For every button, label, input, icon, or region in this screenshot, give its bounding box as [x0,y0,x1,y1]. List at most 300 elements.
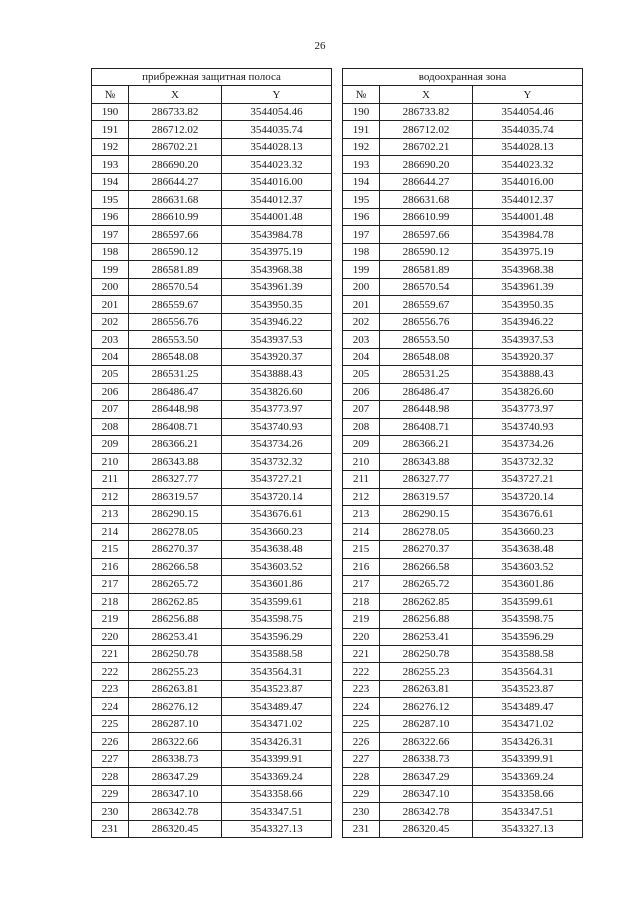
table-row [92,243,332,260]
y-coordinate-cell: 3543399.91 [222,750,332,767]
x-coordinate-cell: 286597.66 [380,226,473,243]
point-number-cell: 198 [92,243,129,260]
y-coordinate-cell: 3544001.48 [222,208,332,225]
y-coordinate-cell: 3543523.87 [222,680,332,697]
table-row [92,226,332,243]
x-coordinate-cell: 286559.67 [129,296,222,313]
y-coordinate-cell: 3543727.21 [222,471,332,488]
table-row [343,173,583,190]
y-coordinate-cell: 3543603.52 [222,558,332,575]
y-coordinate-cell: 3543327.13 [473,820,583,837]
x-coordinate-cell: 286338.73 [380,750,473,767]
x-coordinate-cell: 286255.23 [129,663,222,680]
y-coordinate-cell: 3543773.97 [222,401,332,418]
table-row [92,558,332,575]
table-row [343,593,583,610]
point-number-cell: 195 [92,191,129,208]
table-row [343,401,583,418]
table-row [92,820,332,837]
table-row [92,628,332,645]
y-coordinate-cell: 3544054.46 [222,103,332,120]
point-number-cell: 198 [343,243,380,260]
y-coordinate-cell: 3543660.23 [222,523,332,540]
table-row [343,436,583,453]
point-number-cell: 225 [343,715,380,732]
point-number-cell: 227 [343,750,380,767]
point-number-cell: 226 [92,733,129,750]
point-number-cell: 210 [343,453,380,470]
y-coordinate-cell: 3543984.78 [473,226,583,243]
y-coordinate-cell: 3543598.75 [473,611,583,628]
x-coordinate-cell: 286690.20 [380,156,473,173]
point-number-cell: 225 [92,715,129,732]
table-row [343,663,583,680]
x-coordinate-cell: 286448.98 [380,401,473,418]
point-number-cell: 206 [343,383,380,400]
x-coordinate-cell: 286278.05 [380,523,473,540]
y-coordinate-cell: 3543347.51 [473,803,583,820]
x-coordinate-cell: 286265.72 [380,576,473,593]
point-number-cell: 218 [343,593,380,610]
table-row [343,313,583,330]
table-row [343,296,583,313]
x-coordinate-cell: 286644.27 [129,173,222,190]
x-coordinate-cell: 286733.82 [129,103,222,120]
y-coordinate-cell: 3543937.53 [473,331,583,348]
point-number-cell: 201 [343,296,380,313]
x-coordinate-cell: 286253.41 [129,628,222,645]
table-row [343,348,583,365]
x-coordinate-cell: 286347.10 [129,785,222,802]
point-number-cell: 206 [92,383,129,400]
table-row [92,191,332,208]
table-row [343,261,583,278]
point-number-cell: 194 [343,173,380,190]
table-row [92,173,332,190]
table-row [92,715,332,732]
table-row [343,121,583,138]
y-coordinate-cell: 3544023.32 [222,156,332,173]
table-row [343,576,583,593]
y-coordinate-cell: 3543588.58 [222,645,332,662]
table-row [343,750,583,767]
y-coordinate-cell: 3543888.43 [222,366,332,383]
x-coordinate-cell: 286250.78 [129,645,222,662]
x-coordinate-cell: 286631.68 [380,191,473,208]
point-number-cell: 220 [92,628,129,645]
y-coordinate-cell: 3543826.60 [473,383,583,400]
y-coordinate-cell: 3543598.75 [222,611,332,628]
y-coordinate-cell: 3543734.26 [222,436,332,453]
point-number-cell: 227 [92,750,129,767]
x-coordinate-cell: 286327.77 [380,471,473,488]
y-coordinate-cell: 3543599.61 [222,593,332,610]
table-row [343,628,583,645]
x-coordinate-cell: 286319.57 [129,488,222,505]
table-row [92,488,332,505]
point-number-cell: 217 [343,576,380,593]
point-number-cell: 229 [92,785,129,802]
x-coordinate-cell: 286548.08 [129,348,222,365]
table-row [343,243,583,260]
table-row [92,593,332,610]
y-coordinate-cell: 3543596.29 [473,628,583,645]
y-coordinate-cell: 3544035.74 [473,121,583,138]
table-row [343,820,583,837]
y-coordinate-cell: 3544023.32 [473,156,583,173]
table-row [343,138,583,155]
x-coordinate-cell: 286644.27 [380,173,473,190]
x-coordinate-cell: 286553.50 [380,331,473,348]
table-row [343,680,583,697]
y-coordinate-cell: 3543358.66 [222,785,332,802]
point-number-cell: 192 [92,138,129,155]
table-row [343,156,583,173]
point-number-cell: 231 [92,820,129,837]
y-coordinate-cell: 3544035.74 [222,121,332,138]
y-coordinate-cell: 3544016.00 [473,173,583,190]
x-coordinate-cell: 286408.71 [380,418,473,435]
x-coordinate-cell: 286327.77 [129,471,222,488]
point-number-cell: 199 [343,261,380,278]
y-coordinate-cell: 3543564.31 [473,663,583,680]
table-row [343,541,583,558]
x-coordinate-cell: 286290.15 [129,506,222,523]
x-coordinate-cell: 286531.25 [380,366,473,383]
y-coordinate-cell: 3543369.24 [222,768,332,785]
x-coordinate-cell: 286322.66 [380,733,473,750]
y-coordinate-cell: 3543950.35 [473,296,583,313]
x-coordinate-cell: 286338.73 [129,750,222,767]
x-coordinate-cell: 286276.12 [380,698,473,715]
table-row [92,436,332,453]
point-number-cell: 193 [343,156,380,173]
table-row [343,208,583,225]
x-coordinate-cell: 286287.10 [380,715,473,732]
table-row [343,488,583,505]
y-coordinate-cell: 3543984.78 [222,226,332,243]
x-coordinate-cell: 286702.21 [129,138,222,155]
x-coordinate-cell: 286366.21 [129,436,222,453]
x-coordinate-cell: 286570.54 [380,278,473,295]
table-row [92,733,332,750]
y-coordinate-cell: 3543975.19 [222,243,332,260]
column-header-y: Y [473,86,583,103]
y-coordinate-cell: 3543920.37 [473,348,583,365]
y-coordinate-cell: 3543471.02 [473,715,583,732]
point-number-cell: 224 [92,698,129,715]
y-coordinate-cell: 3543727.21 [473,471,583,488]
point-number-cell: 228 [343,768,380,785]
table-row [92,261,332,278]
table-row [343,645,583,662]
table-row [92,453,332,470]
point-number-cell: 220 [343,628,380,645]
x-coordinate-cell: 286347.10 [380,785,473,802]
y-coordinate-cell: 3543676.61 [222,506,332,523]
point-number-cell: 212 [92,488,129,505]
point-number-cell: 224 [343,698,380,715]
point-number-cell: 203 [343,331,380,348]
x-coordinate-cell: 286590.12 [380,243,473,260]
point-number-cell: 191 [92,121,129,138]
point-number-cell: 207 [92,401,129,418]
x-coordinate-cell: 286712.02 [380,121,473,138]
table-row [92,383,332,400]
x-coordinate-cell: 286253.41 [380,628,473,645]
table-row [343,715,583,732]
y-coordinate-cell: 3543968.38 [222,261,332,278]
x-coordinate-cell: 286486.47 [380,383,473,400]
x-coordinate-cell: 286266.58 [380,558,473,575]
column-header-x: X [129,86,222,103]
y-coordinate-cell: 3543720.14 [473,488,583,505]
x-coordinate-cell: 286531.25 [129,366,222,383]
x-coordinate-cell: 286255.23 [380,663,473,680]
y-coordinate-cell: 3543946.22 [222,313,332,330]
y-coordinate-cell: 3544001.48 [473,208,583,225]
x-coordinate-cell: 286556.76 [129,313,222,330]
y-coordinate-cell: 3543826.60 [222,383,332,400]
y-coordinate-cell: 3543603.52 [473,558,583,575]
y-coordinate-cell: 3543471.02 [222,715,332,732]
point-number-cell: 221 [92,645,129,662]
point-number-cell: 209 [343,436,380,453]
table-title: прибрежная защитная полоса [92,69,332,86]
point-number-cell: 205 [343,366,380,383]
y-coordinate-cell: 3543358.66 [473,785,583,802]
y-coordinate-cell: 3543660.23 [473,523,583,540]
point-number-cell: 214 [92,523,129,540]
table-row [343,278,583,295]
table-row [343,331,583,348]
x-coordinate-cell: 286256.88 [129,611,222,628]
y-coordinate-cell: 3543961.39 [473,278,583,295]
x-coordinate-cell: 286690.20 [129,156,222,173]
x-coordinate-cell: 286278.05 [129,523,222,540]
table-row [92,680,332,697]
x-coordinate-cell: 286290.15 [380,506,473,523]
y-coordinate-cell: 3544028.13 [222,138,332,155]
y-coordinate-cell: 3543740.93 [473,418,583,435]
y-coordinate-cell: 3544012.37 [473,191,583,208]
x-coordinate-cell: 286270.37 [380,541,473,558]
y-coordinate-cell: 3543588.58 [473,645,583,662]
table-row [92,576,332,593]
point-number-cell: 192 [343,138,380,155]
table-row [343,453,583,470]
point-number-cell: 196 [343,208,380,225]
point-number-cell: 190 [343,103,380,120]
point-number-cell: 219 [92,611,129,628]
y-coordinate-cell: 3543734.26 [473,436,583,453]
point-number-cell: 211 [343,471,380,488]
point-number-cell: 222 [92,663,129,680]
table-row [343,558,583,575]
column-header-y: Y [222,86,332,103]
table-row [343,103,583,120]
x-coordinate-cell: 286347.29 [380,768,473,785]
column-header-number: № [343,86,380,103]
x-coordinate-cell: 286250.78 [380,645,473,662]
x-coordinate-cell: 286610.99 [129,208,222,225]
column-header-number: № [92,86,129,103]
point-number-cell: 190 [92,103,129,120]
table-row [92,471,332,488]
table-row [92,785,332,802]
y-coordinate-cell: 3544054.46 [473,103,583,120]
x-coordinate-cell: 286733.82 [380,103,473,120]
point-number-cell: 223 [343,680,380,697]
point-number-cell: 193 [92,156,129,173]
x-coordinate-cell: 286366.21 [380,436,473,453]
point-number-cell: 219 [343,611,380,628]
table-row [343,785,583,802]
y-coordinate-cell: 3543596.29 [222,628,332,645]
point-number-cell: 229 [343,785,380,802]
point-number-cell: 200 [92,278,129,295]
point-number-cell: 202 [92,313,129,330]
table-row [343,366,583,383]
point-number-cell: 211 [92,471,129,488]
y-coordinate-cell: 3543720.14 [222,488,332,505]
y-coordinate-cell: 3543601.86 [473,576,583,593]
x-coordinate-cell: 286343.88 [380,453,473,470]
table-title: водоохранная зона [343,69,583,86]
point-number-cell: 196 [92,208,129,225]
point-number-cell: 214 [343,523,380,540]
x-coordinate-cell: 286408.71 [129,418,222,435]
y-coordinate-cell: 3543369.24 [473,768,583,785]
y-coordinate-cell: 3543968.38 [473,261,583,278]
point-number-cell: 221 [343,645,380,662]
point-number-cell: 195 [343,191,380,208]
x-coordinate-cell: 286276.12 [129,698,222,715]
x-coordinate-cell: 286263.81 [129,680,222,697]
x-coordinate-cell: 286322.66 [129,733,222,750]
y-coordinate-cell: 3543937.53 [222,331,332,348]
y-coordinate-cell: 3543426.31 [473,733,583,750]
table-row [92,331,332,348]
table-row [343,768,583,785]
x-coordinate-cell: 286631.68 [129,191,222,208]
x-coordinate-cell: 286548.08 [380,348,473,365]
table-row [92,278,332,295]
point-number-cell: 223 [92,680,129,697]
x-coordinate-cell: 286266.58 [129,558,222,575]
point-number-cell: 197 [92,226,129,243]
table-row [92,768,332,785]
x-coordinate-cell: 286343.88 [129,453,222,470]
y-coordinate-cell: 3543920.37 [222,348,332,365]
x-coordinate-cell: 286262.85 [129,593,222,610]
table-row [92,401,332,418]
table-row [92,138,332,155]
point-number-cell: 228 [92,768,129,785]
x-coordinate-cell: 286556.76 [380,313,473,330]
table-row [92,750,332,767]
y-coordinate-cell: 3543599.61 [473,593,583,610]
point-number-cell: 230 [92,803,129,820]
table-row [343,471,583,488]
point-number-cell: 213 [92,506,129,523]
x-coordinate-cell: 286559.67 [380,296,473,313]
point-number-cell: 200 [343,278,380,295]
table-row [343,226,583,243]
table-row [92,523,332,540]
x-coordinate-cell: 286570.54 [129,278,222,295]
point-number-cell: 208 [343,418,380,435]
table-row [343,506,583,523]
y-coordinate-cell: 3543950.35 [222,296,332,313]
point-number-cell: 231 [343,820,380,837]
x-coordinate-cell: 286270.37 [129,541,222,558]
table-row [92,663,332,680]
y-coordinate-cell: 3543489.47 [222,698,332,715]
page-number: 26 [314,40,326,52]
x-coordinate-cell: 286320.45 [129,820,222,837]
y-coordinate-cell: 3543399.91 [473,750,583,767]
point-number-cell: 204 [343,348,380,365]
x-coordinate-cell: 286342.78 [129,803,222,820]
x-coordinate-cell: 286347.29 [129,768,222,785]
water-protection-zone-table [342,68,583,838]
x-coordinate-cell: 286712.02 [129,121,222,138]
point-number-cell: 218 [92,593,129,610]
table-row [92,803,332,820]
table-row [92,645,332,662]
point-number-cell: 216 [92,558,129,575]
point-number-cell: 197 [343,226,380,243]
point-number-cell: 212 [343,488,380,505]
y-coordinate-cell: 3543975.19 [473,243,583,260]
table-row [343,418,583,435]
y-coordinate-cell: 3543347.51 [222,803,332,820]
y-coordinate-cell: 3543946.22 [473,313,583,330]
point-number-cell: 201 [92,296,129,313]
table-row [92,541,332,558]
x-coordinate-cell: 286486.47 [129,383,222,400]
y-coordinate-cell: 3543426.31 [222,733,332,750]
x-coordinate-cell: 286581.89 [380,261,473,278]
x-coordinate-cell: 286610.99 [380,208,473,225]
table-row [92,366,332,383]
point-number-cell: 204 [92,348,129,365]
point-number-cell: 213 [343,506,380,523]
x-coordinate-cell: 286590.12 [129,243,222,260]
table-row [92,296,332,313]
x-coordinate-cell: 286319.57 [380,488,473,505]
x-coordinate-cell: 286265.72 [129,576,222,593]
table-row [92,418,332,435]
y-coordinate-cell: 3543961.39 [222,278,332,295]
x-coordinate-cell: 286597.66 [129,226,222,243]
point-number-cell: 222 [343,663,380,680]
table-row [343,698,583,715]
table-row [92,506,332,523]
point-number-cell: 202 [343,313,380,330]
y-coordinate-cell: 3543327.13 [222,820,332,837]
point-number-cell: 216 [343,558,380,575]
point-number-cell: 210 [92,453,129,470]
x-coordinate-cell: 286448.98 [129,401,222,418]
point-number-cell: 208 [92,418,129,435]
table-row [92,698,332,715]
y-coordinate-cell: 3543638.48 [473,541,583,558]
table-row [92,156,332,173]
column-header-x: X [380,86,473,103]
point-number-cell: 215 [343,541,380,558]
